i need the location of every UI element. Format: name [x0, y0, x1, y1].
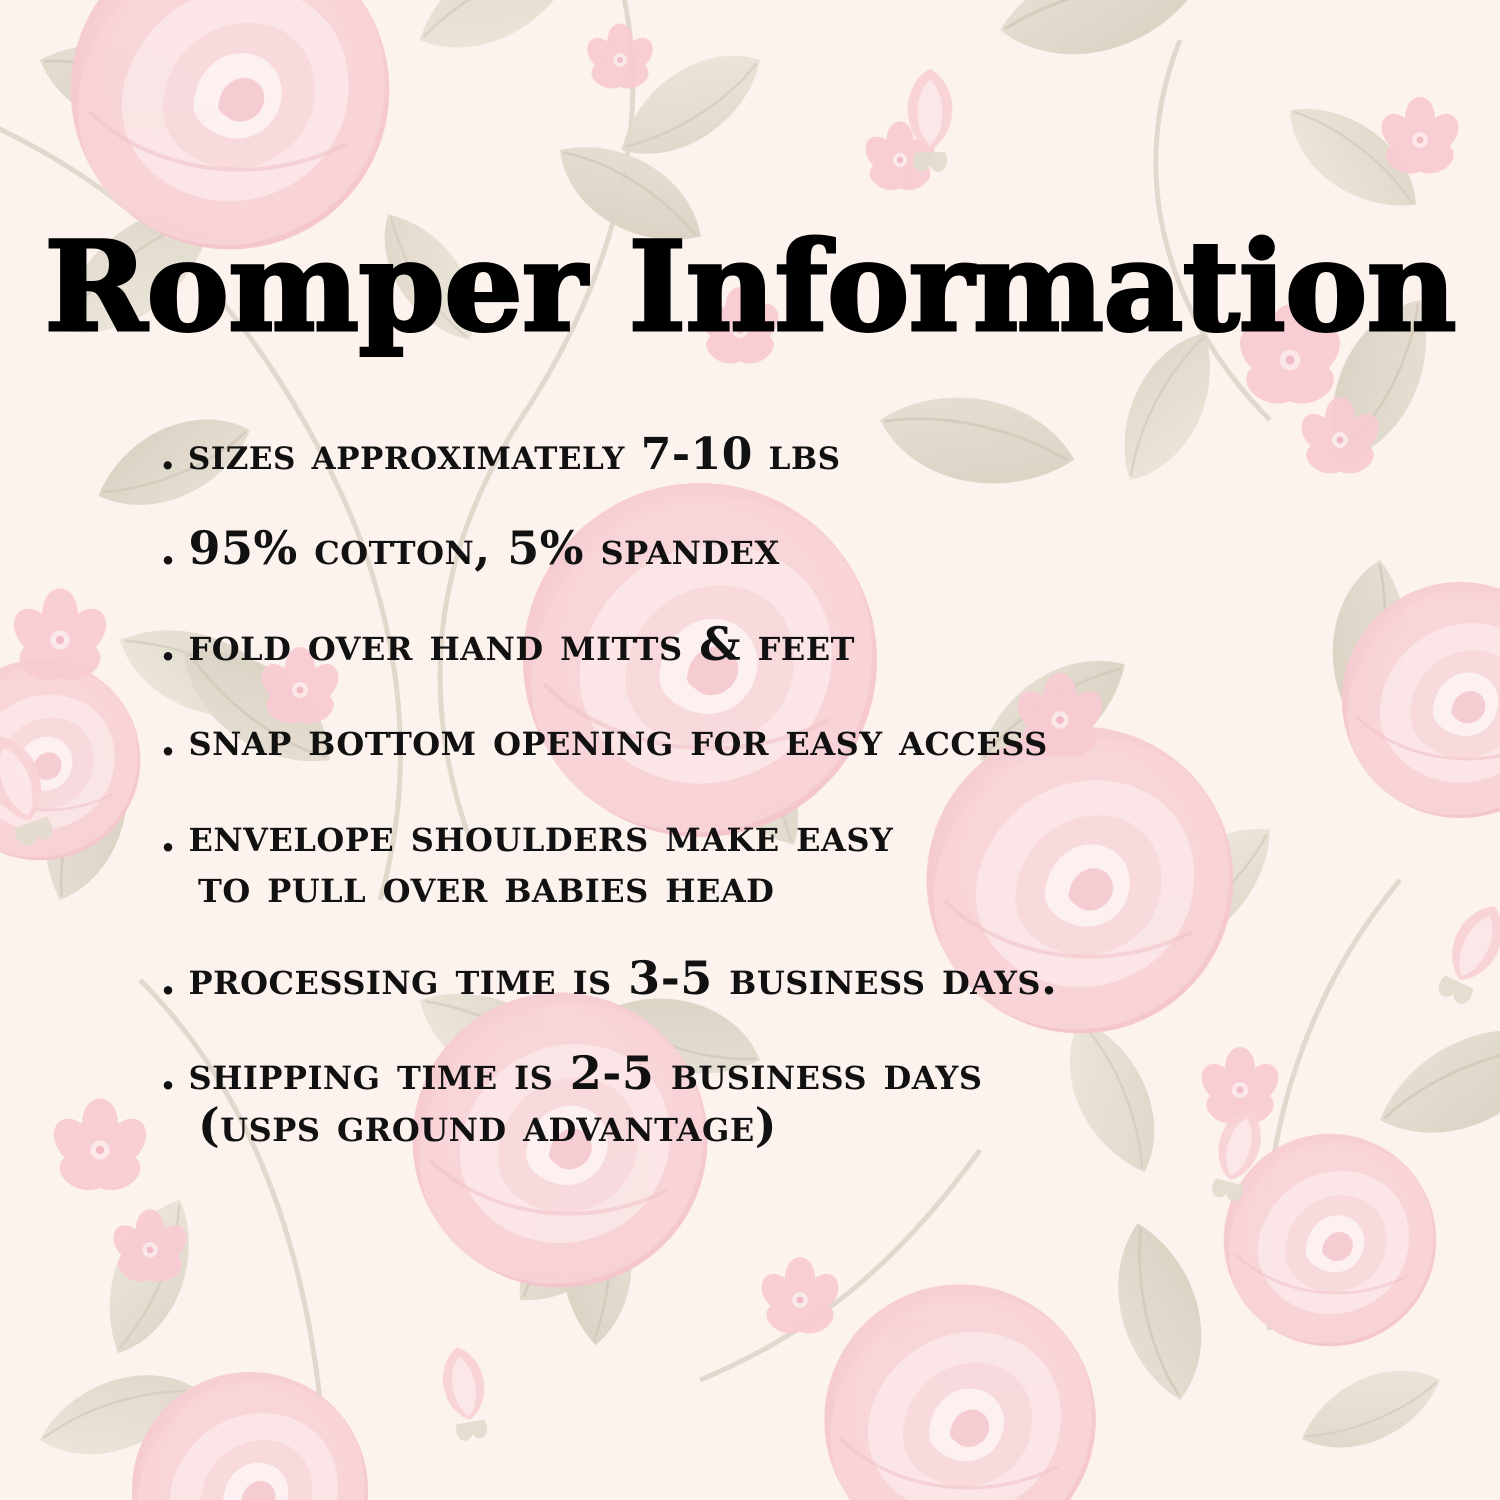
bullet-marker: .	[160, 807, 177, 862]
list-item-label: sizes approximately 7-10 lbs	[187, 429, 841, 480]
list-item	[160, 616, 1460, 671]
romper-details-list	[160, 430, 1460, 1151]
bullet-marker: .	[160, 1046, 177, 1101]
bullet-marker: .	[160, 950, 177, 1005]
bullet-marker: .	[160, 712, 177, 767]
list-item-label: processing time is 3-5 business days.	[188, 950, 1058, 1005]
list-item	[160, 1048, 1460, 1151]
bullet-marker: .	[160, 429, 176, 480]
list-item-label: envelope shoulders make easy	[188, 807, 894, 862]
list-item-label-continued: (usps ground advantage)	[198, 1097, 777, 1152]
list-item-label: 95% cotton, 5% spandex	[188, 521, 780, 576]
list-item	[160, 950, 1460, 1005]
list-item-label: shipping time is 2-5 business days	[188, 1046, 983, 1101]
page-title: Romper Information	[44, 215, 1456, 361]
list-item	[160, 523, 1460, 575]
list-item	[160, 807, 1460, 914]
bullet-marker: .	[160, 521, 177, 576]
list-item-label: fold over hand mitts & feet	[188, 616, 855, 671]
list-item-label-continued: to pull over babies head	[198, 859, 775, 914]
list-item	[160, 714, 1460, 766]
list-item-label: snap bottom opening for easy access	[188, 712, 1048, 767]
bullet-marker: .	[160, 616, 177, 671]
list-item	[160, 430, 1460, 479]
